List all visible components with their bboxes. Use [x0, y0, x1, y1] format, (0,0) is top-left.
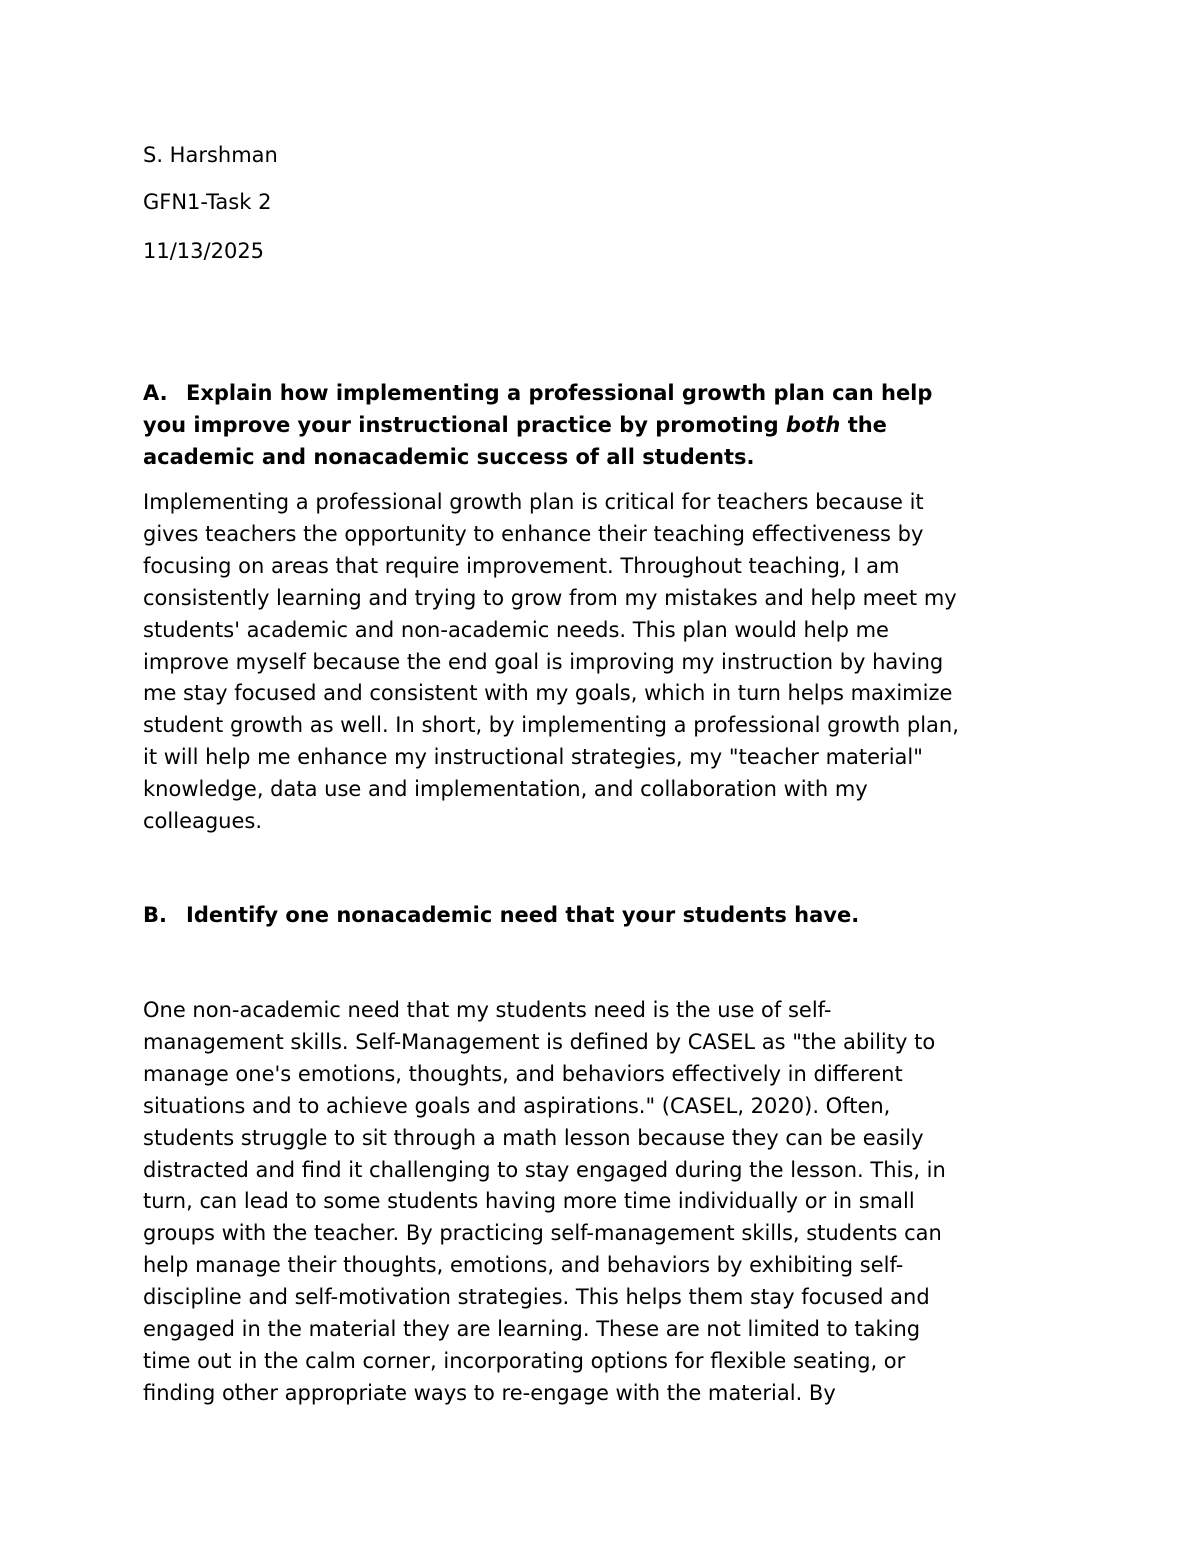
section-a-prompt: A. Explain how implementing a professional growth plan can help you improve your instructional practice by promoting both the academic and nonacademic success of all students.: [143, 377, 1073, 473]
document-date: 11/13/2025: [143, 239, 265, 263]
author-name: S. Harshman: [143, 143, 278, 167]
section-a-letter: A.: [143, 381, 168, 405]
emphasis-both: both: [785, 413, 841, 437]
section-b-prompt: B. Identify one nonacademic need that your students have.: [143, 899, 1073, 931]
section-b-answer: One non-academic need that my students need is the use of self- management skills. Self-Management is defined by CASEL as "the ability to manage one's emotions, thoughts, and behaviors effectively in different situations and to achieve goals and aspirations." (CASEL, 2020). Often, students struggle to sit through a math lesson because they can be easily distracted and find it challenging to stay engaged during the lesson. This, in turn, can lead to some students having more time individually or in small groups with the teacher. By practicing self-management skills, students can help manage their thoughts, emotions, and behaviors by exhibiting self- discipline and self-motivation strategies. This helps them stay focused and engaged in the material they are learning. These are not limited to taking time out in the calm corner, incorporating options for flexible seating, or finding other appropriate ways to re-engage with the material. By: [143, 998, 946, 1405]
section-b-letter: B.: [143, 903, 167, 927]
assignment-title: GFN1-Task 2: [143, 190, 272, 214]
section-a-answer: Implementing a professional growth plan is critical for teachers because it gives teachers the opportunity to enhance their teaching effectiveness by focusing on areas that require improvement. Throughout teaching, I am consistently learning and trying to grow from my mistakes and help meet my students' academic and non-academic needs. This plan would help me improve myself because the end goal is improving my instruction by having me stay focused and consistent with my goals, which in turn helps maximize student growth as well. In short, by implementing a professional growth plan, it will help me enhance my instructional strategies, my "teacher material" knowledge, data use and implementation, and collaboration with my colleagues.: [143, 490, 959, 834]
